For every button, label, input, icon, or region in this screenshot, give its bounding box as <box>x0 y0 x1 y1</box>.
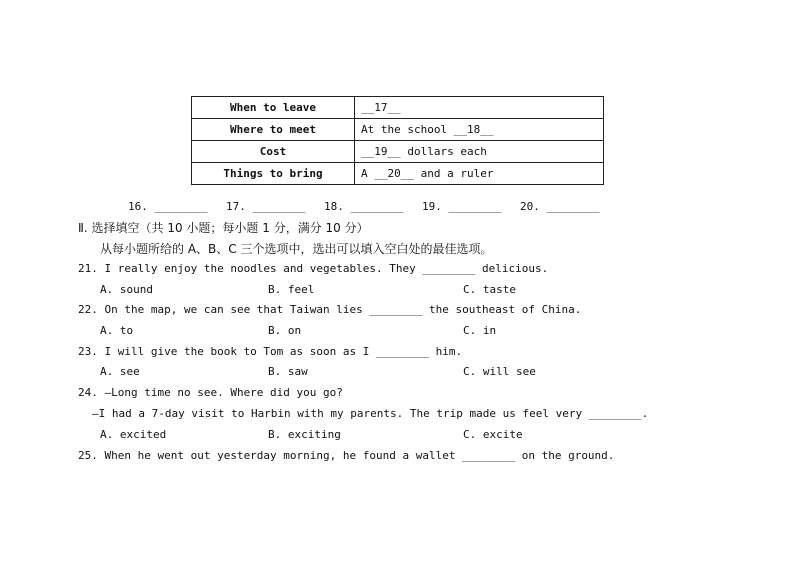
option-a: A. to <box>100 324 134 337</box>
answer-blanks-row <box>0 200 794 216</box>
row-label: Cost <box>192 141 355 163</box>
section-instruction: 从每小题所给的 A、B、C 三个选项中，选出可以填入空白处的最佳选项。 <box>100 242 493 256</box>
option-b: B. saw <box>268 365 308 378</box>
question-25-stem: 25. When he went out yesterday morning, he found a wallet ________ on the ground. <box>78 449 615 462</box>
option-b: B. feel <box>268 283 315 296</box>
row-label: When to leave <box>192 97 355 119</box>
answer-blank-20: 20. ________ <box>520 200 600 213</box>
answer-blank-17: 17. ________ <box>226 200 306 213</box>
option-c: C. excite <box>463 428 523 441</box>
row-value: __17__ <box>355 97 604 119</box>
question-23-stem: 23. I will give the book to Tom as soon as I ________ him. <box>78 345 463 358</box>
table-row <box>192 97 604 119</box>
question-24-stem: 24. —Long time no see. Where did you go? <box>78 386 343 399</box>
option-a: A. sound <box>100 283 153 296</box>
answer-blank-16: 16. ________ <box>128 200 208 213</box>
section-title: Ⅱ. 选择填空（共 10 小题；每小题 1 分，满分 10 分） <box>78 221 369 235</box>
row-value: A __20__ and a ruler <box>355 163 604 185</box>
question-24-stem-reply: —I had a 7-day visit to Harbin with my parents. The trip made us feel very ________. <box>92 407 649 420</box>
row-label: Things to bring <box>192 163 355 185</box>
option-a: A. excited <box>100 428 167 441</box>
row-label: Where to meet <box>192 119 355 141</box>
table-row <box>192 119 604 141</box>
option-c: C. in <box>463 324 497 337</box>
info-table <box>191 96 604 185</box>
table-row <box>192 163 604 185</box>
option-c: C. will see <box>463 365 536 378</box>
answer-blank-19: 19. ________ <box>422 200 502 213</box>
row-value: __19__ dollars each <box>355 141 604 163</box>
option-c: C. taste <box>463 283 516 296</box>
question-22-stem: 22. On the map, we can see that Taiwan lies ________ the southeast of China. <box>78 303 582 316</box>
row-value: At the school __18__ <box>355 119 604 141</box>
table-row <box>192 141 604 163</box>
option-b: B. on <box>268 324 302 337</box>
option-a: A. see <box>100 365 140 378</box>
question-21-stem: 21. I really enjoy the noodles and vegetables. They ________ delicious. <box>78 262 549 275</box>
option-b: B. exciting <box>268 428 341 441</box>
answer-blank-18: 18. ________ <box>324 200 404 213</box>
